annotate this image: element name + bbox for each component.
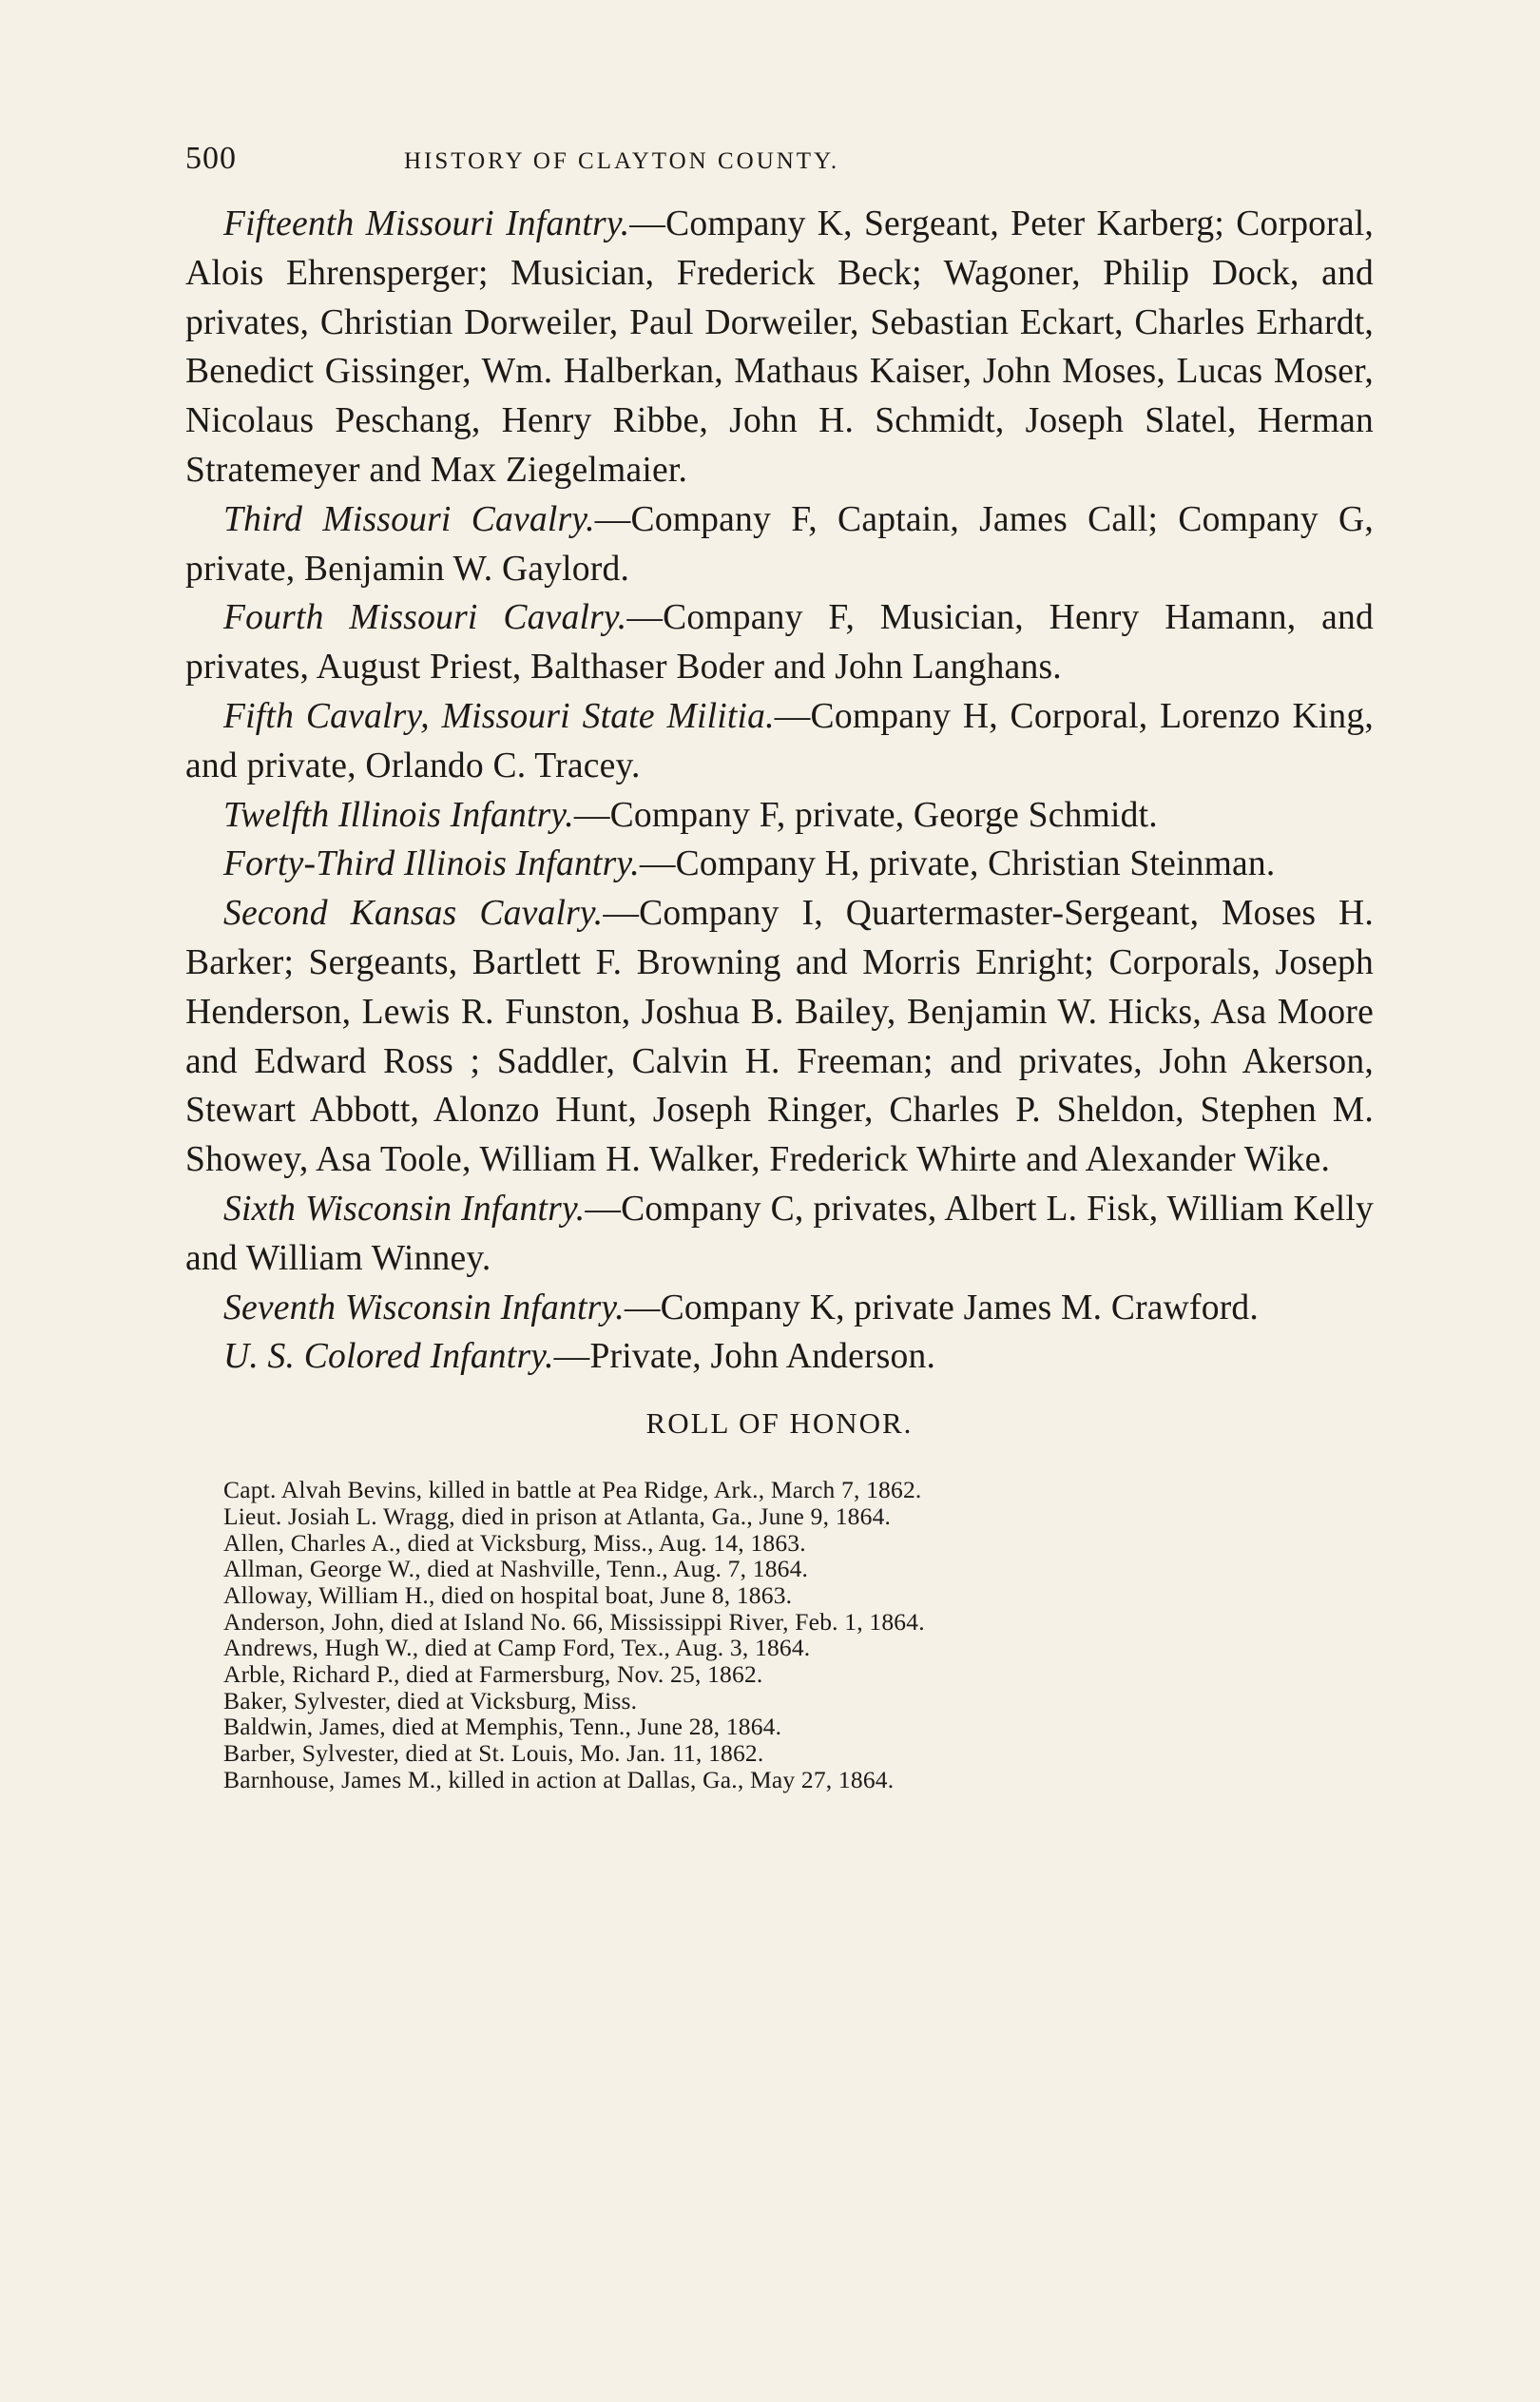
roll-entry: Baldwin, James, died at Memphis, Tenn., June 28, 1864. <box>223 1713 782 1741</box>
running-title: HISTORY OF CLAYTON COUNTY. <box>404 148 840 174</box>
roll-entry: Capt. Alvah Bevins, killed in battle at Pea Ridge, Ark., March 7, 1862. <box>223 1476 922 1504</box>
regiment-name: Seventh Wisconsin Infantry. <box>223 1288 625 1327</box>
regiment-roster: —Company F, private, George Schmidt. <box>573 795 1158 835</box>
roll-entry: Anderson, John, died at Island No. 66, Mississippi River, Feb. 1, 1864. <box>223 1607 925 1636</box>
regiment-paragraph <box>185 889 1374 1185</box>
regiment-paragraph <box>185 791 1374 841</box>
regiment-roster: —Company F, Captain, James Call; Company G, private, Benjamin W. Gaylord. <box>185 499 1374 589</box>
roll-entry: Allen, Charles A., died at Vicksburg, Miss., Aug. 14, 1863. <box>223 1528 806 1557</box>
regiment-roster: —Company H, private, Christian Steinman. <box>639 844 1276 884</box>
regiment-paragraph <box>185 495 1374 594</box>
regiment-paragraph <box>185 1332 1374 1382</box>
regiment-name: Second Kansas Cavalry. <box>223 894 604 934</box>
running-head <box>185 141 1374 179</box>
roll-entry: Lieut. Josiah L. Wragg, died in prison at Atlanta, Ga., June 9, 1864. <box>223 1501 892 1530</box>
roll-entry: Allman, George W., died at Nashville, Tenn., Aug. 7, 1864. <box>223 1555 809 1583</box>
regiment-name: U. S. Colored Infantry. <box>223 1337 554 1377</box>
roll-entry: Alloway, William H., died on hospital boat, June 8, 1863. <box>223 1580 793 1609</box>
regiment-paragraph <box>185 692 1374 791</box>
regiment-name: Twelfth Illinois Infantry. <box>223 795 574 835</box>
roll-entry: Andrews, Hugh W., died at Camp Ford, Tex., Aug. 3, 1864. <box>223 1634 811 1662</box>
regiment-name: Forty-Third Illinois Infantry. <box>223 844 640 884</box>
regiment-paragraph <box>185 593 1374 692</box>
regiment-name: Fourth Missouri Cavalry. <box>223 598 627 638</box>
regiment-name: Third Missouri Cavalry. <box>223 499 595 539</box>
regiment-roster: —Private, John Anderson. <box>553 1337 936 1377</box>
book-page <box>185 141 1374 1793</box>
regiment-roster: —Company I, Quartermaster-Sergeant, Moses H. Barker; Sergeants, Bartlett F. Browning and Morris Enright; Corporals, Joseph Henderson, Lewis R. Funston, Joshua B. Bailey, Benjamin W. Hicks, Asa Moore and Edward Ross ; Saddler, Calvin H. Freeman; and privates, John Akerson, Stewart Abbott, Alonzo Hunt, Joseph Ringer, Charles P. Sheldon, Stephen M. Showey, Asa Toole, William H. Walker, Frederick Whirte and Alexander Wike. <box>185 894 1374 1180</box>
page-number: 500 <box>185 141 237 176</box>
roll-of-honor-heading: ROLL OF HONOR. <box>645 1406 914 1441</box>
roll-entry: Barnhouse, James M., killed in action at Dallas, Ga., May 27, 1864. <box>223 1765 895 1793</box>
regiment-roster: —Company F, Musician, Henry Hamann, and privates, August Priest, Balthaser Boder and John Langhans. <box>185 598 1374 688</box>
roll-entry: Arble, Richard P., died at Farmersburg, Nov. 25, 1862. <box>223 1660 763 1689</box>
roll-entry: Barber, Sylvester, died at St. Louis, Mo. Jan. 11, 1862. <box>223 1739 764 1768</box>
regiment-name: Fifteenth Missouri Infantry. <box>223 204 630 243</box>
regiment-paragraph <box>185 200 1374 495</box>
regiment-name: Sixth Wisconsin Infantry. <box>223 1189 586 1229</box>
regiment-paragraph <box>185 840 1374 889</box>
regiment-paragraph <box>185 1185 1374 1284</box>
regiment-paragraph <box>185 1284 1374 1333</box>
regiment-roster: —Company C, privates, Albert L. Fisk, William Kelly and William Winney. <box>185 1189 1374 1278</box>
regiment-roster: —Company K, private James M. Crawford. <box>624 1288 1260 1327</box>
regiment-name: Fifth Cavalry, Missouri State Militia. <box>223 696 775 736</box>
roll-of-honor-list <box>223 1477 1374 1792</box>
regiment-roster: —Company H, Corporal, Lorenzo King, and private, Orlando C. Tracey. <box>185 696 1374 785</box>
page-body <box>185 200 1374 1793</box>
roll-entry: Baker, Sylvester, died at Vicksburg, Miss. <box>223 1686 638 1714</box>
regiment-roster: —Company K, Sergeant, Peter Karberg; Corporal, Alois Ehrensperger; Musician, Frederick Beck; Wagoner, Philip Dock, and privates, Christian Dorweiler, Paul Dorweiler, Sebastian Eckart, Charles Erhardt, Benedict Gissinger, Wm. Halberkan, Mathaus Kaiser, John Moses, Lucas Moser, Nicolaus Peschang, Henry Ribbe, John H. Schmidt, Joseph Slatel, Herman Stratemeyer and Max Ziegelmaier. <box>185 204 1374 490</box>
